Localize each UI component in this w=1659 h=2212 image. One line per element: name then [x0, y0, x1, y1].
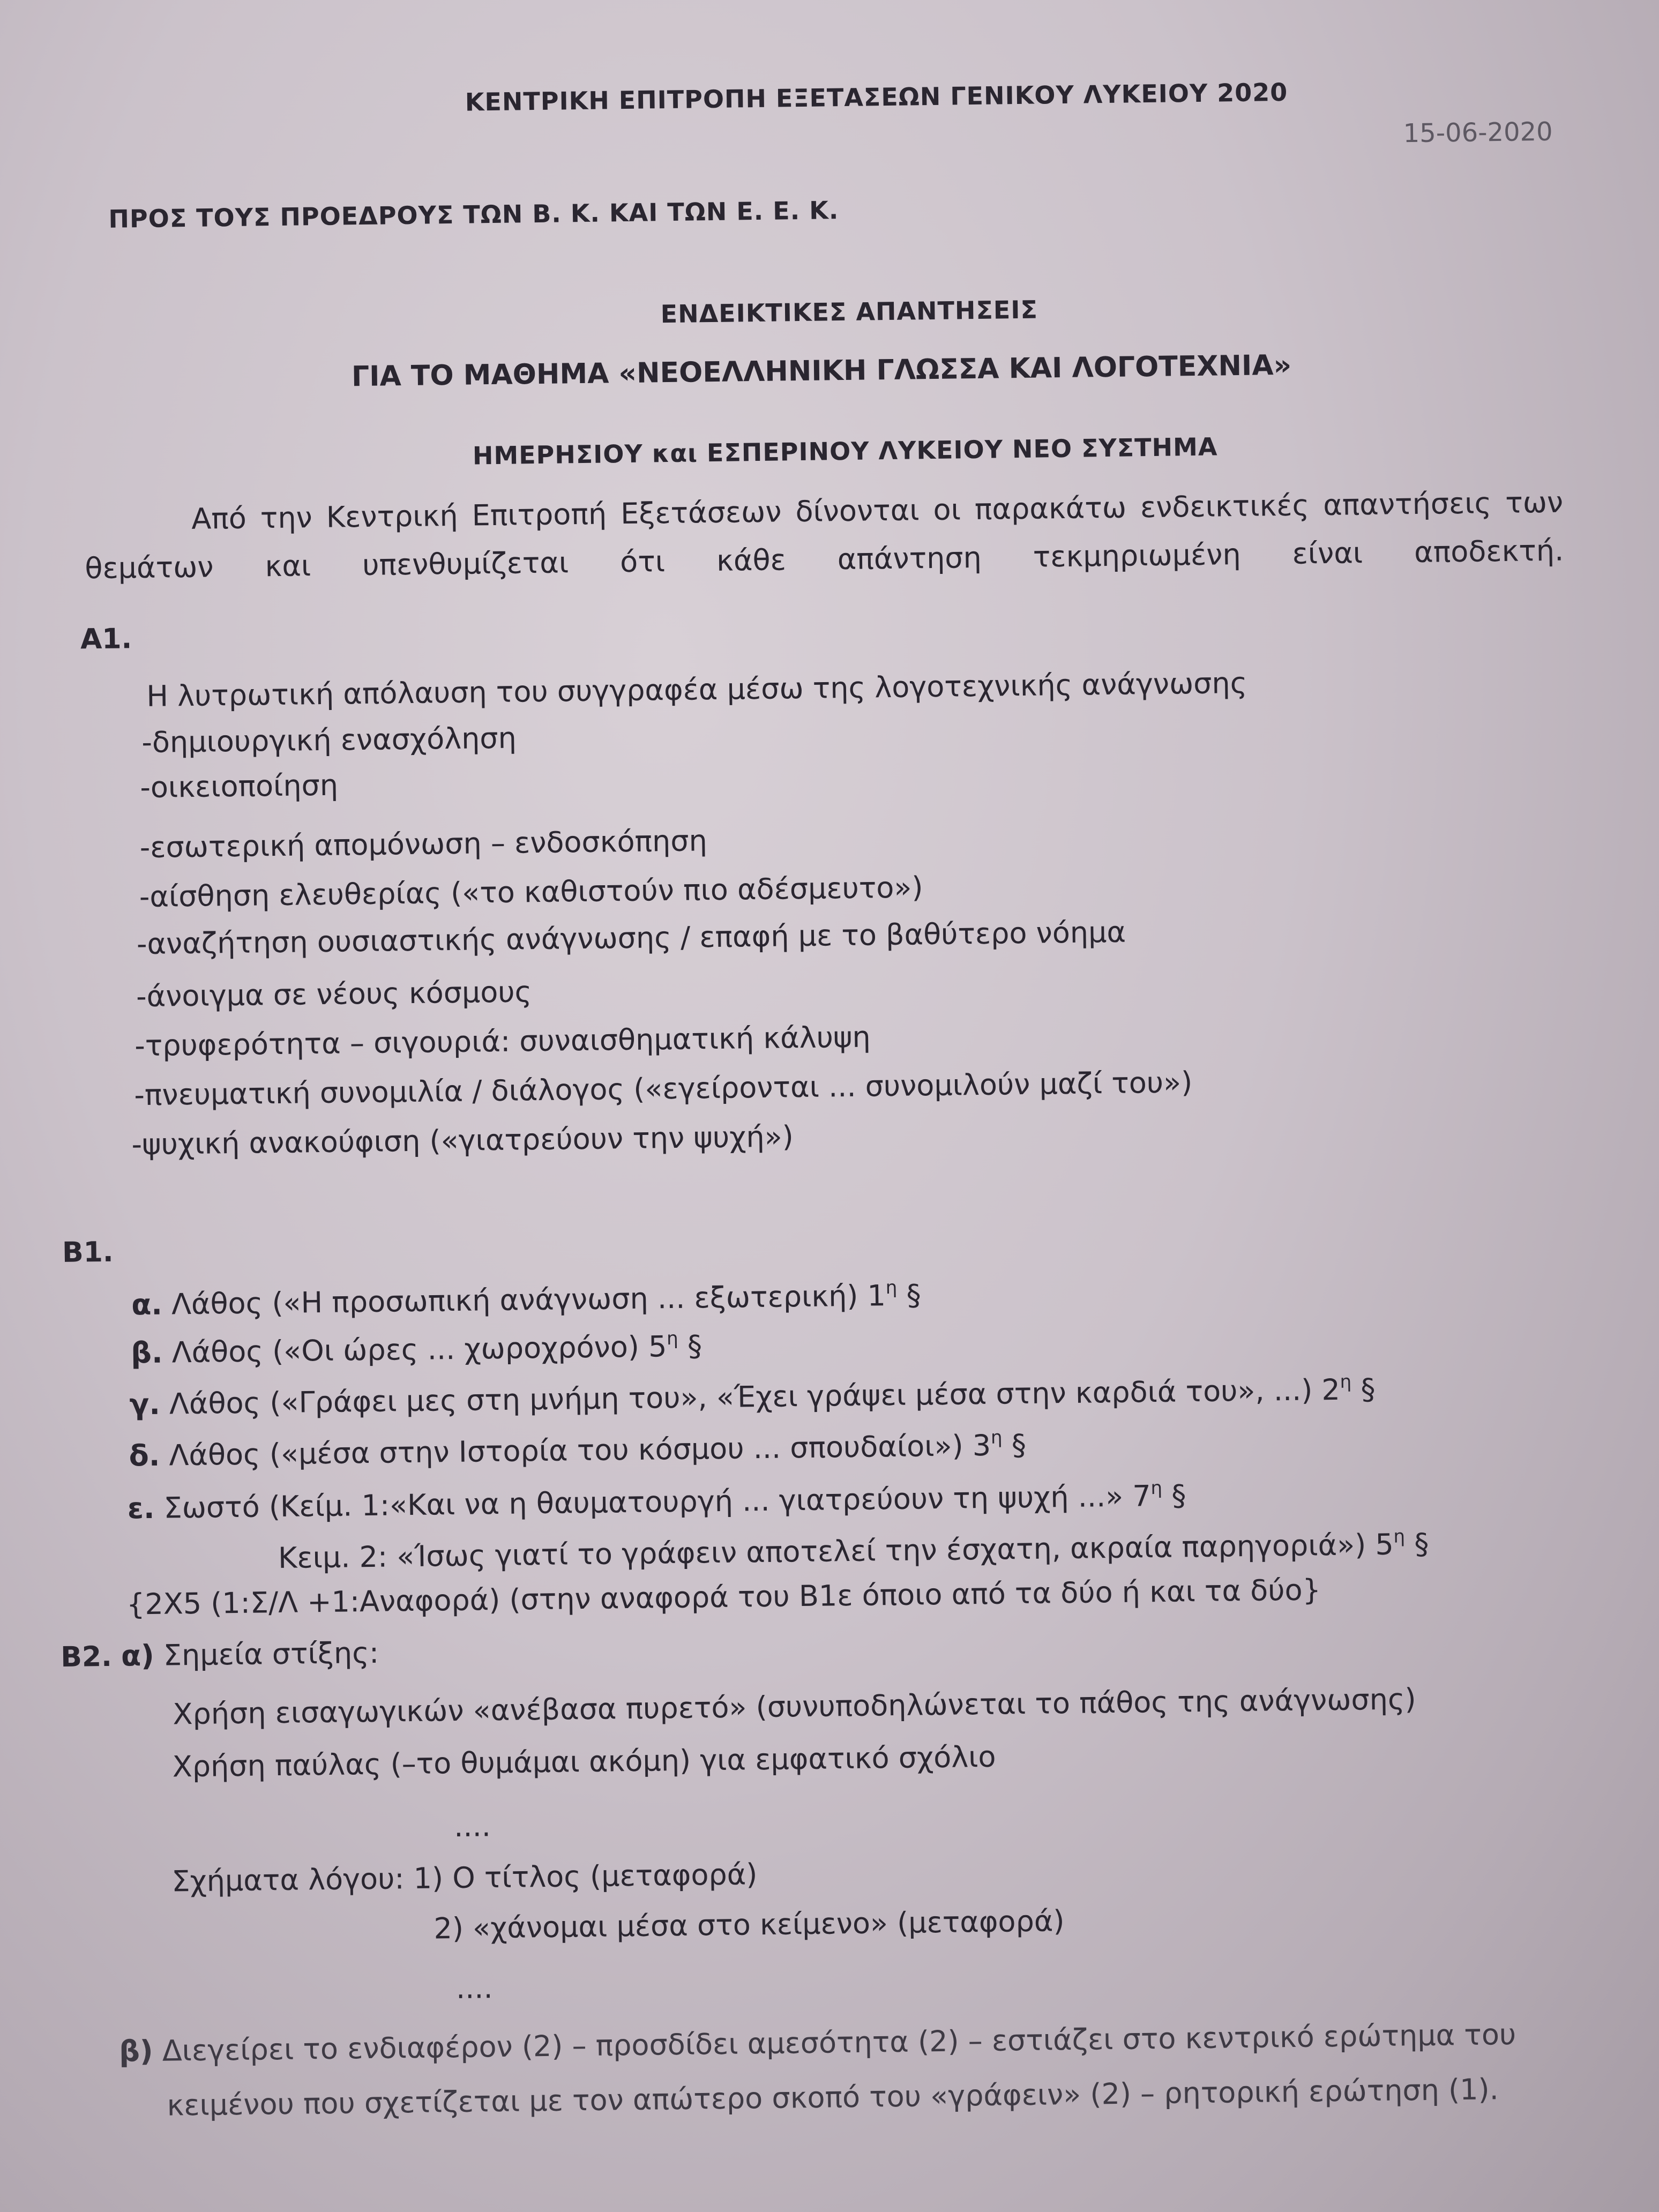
b1-item-sup: η: [666, 1327, 678, 1350]
a1-item: -πνευματική συνομιλία / διάλογος («εγείρονται ... συνομιλούν μαζί του»): [134, 1065, 1193, 1112]
b1-item-letter: δ.: [129, 1438, 160, 1473]
section-a1-label: Α1.: [80, 623, 132, 656]
a1-item: -τρυφερότητα – σιγουριά: συναισθηματική κάλυψη: [134, 1020, 871, 1063]
b2-b-label: β): [118, 2034, 153, 2068]
b1-item-tail: §: [1162, 1478, 1186, 1513]
b1-item-text: Λάθος («μέσα στην Ιστορία του κόσμου ... σπουδαίοι») 3: [169, 1428, 991, 1473]
b1-item-c: [129, 1363, 1376, 1423]
b1-item-text: Λάθος («Η προσωπική ανάγνωση ... εξωτερική) 1: [171, 1279, 886, 1321]
b2-punctuation-quotes: Χρήση εισαγωγικών «ανέβασα πυρετό» (συνυποδηλώνεται το πάθος της ανάγνωσης): [173, 1682, 1417, 1731]
b2-figure-2: 2) «χάνομαι μέσα στο κείμενο» (μεταφορά): [434, 1904, 1065, 1946]
b1-item-sup: η: [885, 1276, 898, 1299]
b1-item-sup: η: [1150, 1477, 1163, 1499]
a1-item: -αναζήτηση ουσιαστικής ανάγνωσης / επαφή με το βαθύτερο νόημα: [136, 915, 1126, 961]
b1-item-e: [127, 1469, 1186, 1527]
title-school-type: ΗΜΕΡΗΣΙΟΥ και ΕΣΠΕΡΙΝΟΥ ΛΥΚΕΙΟΥ ΝΕΟ ΣΥΣΤΗΜΑ: [472, 432, 1218, 470]
b2-figures-of-speech: Σχήματα λόγου: 1) Ο τίτλος (μεταφορά): [171, 1857, 758, 1899]
title-course: ΓΙΑ ΤΟ ΜΑΘΗΜΑ «ΝΕΟΕΛΛΗΝΙΚΗ ΓΛΩΣΣΑ ΚΑΙ ΛΟΓΟΤΕΧΝΙΑ»: [351, 349, 1292, 393]
b1-item-sup: η: [990, 1426, 1003, 1448]
recipients-line: ΠΡΟΣ ΤΟΥΣ ΠΡΟΕΔΡΟΥΣ ΤΩΝ Β. Κ. ΚΑΙ ΤΩΝ Ε. Ε. Κ.: [108, 196, 839, 234]
section-b2-label: Β2.: [60, 1640, 113, 1674]
b2-a-label: α): [121, 1638, 155, 1673]
b2-ellipsis-2: ....: [455, 1971, 493, 2006]
b2-b-line-1: [119, 2016, 1516, 2071]
section-b1-label: Β1.: [62, 1236, 114, 1269]
b1-item-letter: α.: [131, 1287, 163, 1322]
b1-item-tail: §: [897, 1278, 922, 1312]
b1-item-e-continuation: [278, 1518, 1429, 1577]
section-b2-header: [61, 1634, 379, 1676]
b1-cont-text: Κειμ. 2: «Ίσως γιατί το γράφειν αποτελεί την έσχατη, ακραία παρηγοριά») 5: [278, 1527, 1394, 1575]
b2-ellipsis: ....: [453, 1809, 491, 1844]
b1-cont-sup: η: [1393, 1526, 1406, 1548]
a1-item: -ψυχική ανακούφιση («γιατρεύουν την ψυχή»): [131, 1119, 794, 1162]
b1-item-text: Λάθος («Γράφει μες στη μνήμη του», «Έχει γράψει μέσα στην καρδιά του», ...) 2: [169, 1372, 1341, 1421]
a1-item: -οικειοποίηση: [140, 768, 339, 805]
intro-paragraph: Από την Κεντρική Επιτροπή Εξετάσεων δίνονται οι παρακάτω ενδεικτικές απαντήσεις των θεμάτων και υπενθυμίζεται ότι κάθε απάντηση τεκμηριωμένη είναι αποδεκτή.: [85, 485, 1564, 586]
b1-cont-tail: §: [1404, 1527, 1429, 1561]
b2-b-line-2: κειμένου που σχετίζεται με τον απώτερο σκοπό του «γράφειν» (2) – ρητορική ερώτηση (1).: [167, 2072, 1499, 2123]
b1-item-tail: §: [1002, 1428, 1027, 1462]
b1-item-text: Σωστό (Κείμ. 1:«Και να η θαυματουργή ... γιατρεύουν τη ψυχή ...» 7: [163, 1479, 1152, 1525]
b1-item-d: [129, 1418, 1026, 1475]
b1-item-text: Λάθος («Οι ώρες ... χωροχρόνο) 5: [171, 1329, 667, 1370]
b2-b-text-1: Διεγείρει το ενδιαφέρον (2) – προσδίδει αμεσότητα (2) – εστιάζει στο κεντρικό ερώτημα του: [162, 2017, 1516, 2068]
a1-item: -εσωτερική απομόνωση – ενδοσκόπηση: [139, 824, 708, 865]
b2-punctuation-dash: Χρήση παύλας (–το θυμάμαι ακόμη) για εμφατικό σχόλιο: [172, 1739, 996, 1784]
title-indicative-answers: ΕΝΔΕΙΚΤΙΚΕΣ ΑΠΑΝΤΗΣΕΙΣ: [660, 295, 1038, 329]
a1-item: -δημιουργική ενασχόληση: [141, 721, 517, 760]
b1-item-tail: §: [678, 1329, 703, 1363]
b1-item-letter: γ.: [129, 1387, 161, 1422]
b1-item-letter: ε.: [127, 1491, 155, 1526]
a1-item: -άνοιγμα σε νέους κόσμους: [136, 975, 532, 1014]
b1-item-b: [131, 1319, 703, 1372]
document-date: 15-06-2020: [1403, 116, 1553, 149]
b1-item-a: [131, 1268, 921, 1324]
b1-item-sup: η: [1340, 1371, 1352, 1393]
committee-heading: ΚΕΝΤΡΙΚΗ ΕΠΙΤΡΟΠΗ ΕΞΕΤΑΣΕΩΝ ΓΕΝΙΚΟΥ ΛΥΚΕΙΟΥ 2020: [465, 77, 1288, 117]
a1-item: -αίσθηση ελευθερίας («το καθιστούν πιο αδέσμευτο»): [139, 870, 923, 914]
b2-a-heading: Σημεία στίξης:: [163, 1635, 379, 1672]
b1-item-tail: §: [1351, 1372, 1376, 1407]
b1-scoring-note: {2Χ5 (1:Σ/Λ +1:Αναφορά) (στην αναφορά του Β1ε όποιο από τα δύο ή και τα δύο}: [126, 1573, 1321, 1621]
a1-heading: Η λυτρωτική απόλαυση του συγγραφέα μέσω της λογοτεχνικής ανάγνωσης: [146, 666, 1247, 713]
b1-item-letter: β.: [130, 1335, 163, 1370]
